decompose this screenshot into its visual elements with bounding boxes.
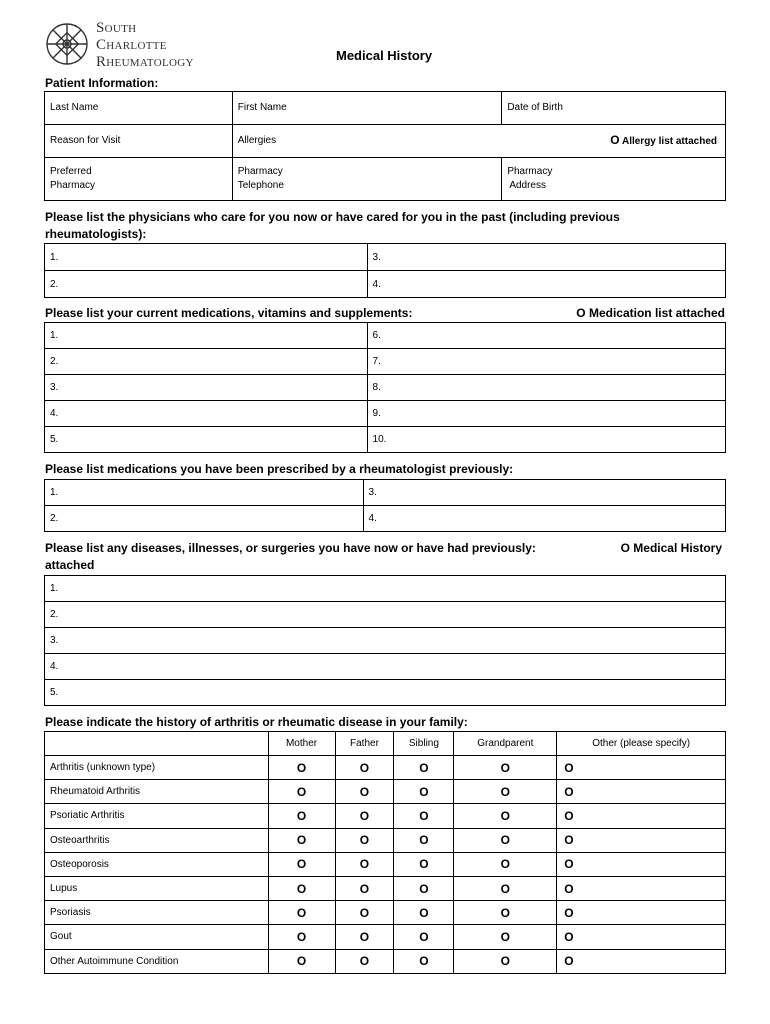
last-name-label: Last Name (50, 102, 99, 113)
radio-sibling-circle-icon[interactable]: O (394, 828, 454, 852)
radio-mother-circle-icon[interactable]: O (268, 925, 335, 949)
radio-mother-circle-icon[interactable]: O (268, 949, 335, 973)
logo-text (96, 20, 194, 71)
rheum-med-field-4[interactable]: 4. (363, 506, 725, 532)
radio-other-circle-icon[interactable]: O (557, 949, 726, 973)
rheum-meds-heading: Please list medications you have been prescribed by a rheumatologist previously: (45, 462, 514, 476)
condition-label: Psoriasis (45, 901, 269, 925)
column-header-other: Other (please specify) (557, 732, 726, 756)
reason-label: Reason for Visit (50, 135, 121, 146)
condition-label: Arthritis (unknown type) (45, 756, 269, 780)
radio-father-circle-icon[interactable]: O (335, 780, 394, 804)
radio-father-circle-icon[interactable]: O (335, 852, 394, 876)
physicians-heading-line-2: rheumatologists): (45, 227, 147, 241)
radio-sibling-circle-icon[interactable]: O (394, 804, 454, 828)
radio-grandparent-circle-icon[interactable]: O (454, 804, 557, 828)
condition-label: Osteoporosis (45, 852, 269, 876)
pharmacy-telephone-label-1: Pharmacy (237, 166, 283, 177)
reason-field[interactable] (45, 125, 233, 158)
physician-field-4[interactable]: 4. (367, 271, 725, 298)
medication-field-8[interactable]: 8. (367, 375, 725, 401)
family-history-row (45, 876, 726, 900)
radio-father-circle-icon[interactable]: O (335, 925, 394, 949)
disease-field-3[interactable]: 3. (45, 628, 726, 654)
medication-field-5[interactable]: 5. (45, 427, 368, 453)
radio-mother-circle-icon[interactable]: O (268, 756, 335, 780)
dob-label: Date of Birth (507, 102, 563, 113)
medication-field-7[interactable]: 7. (367, 349, 725, 375)
first-name-label: First Name (237, 102, 287, 113)
column-header-mother: Mother (268, 732, 335, 756)
disease-field-2[interactable]: 2. (45, 602, 726, 628)
logo-line-1: South (96, 20, 137, 36)
physicians-heading-line-1: Please list the physicians who care for you now or have cared for you in the past (including previous (45, 210, 620, 224)
patient-info-table (44, 91, 726, 201)
allergies-label: Allergies (237, 135, 277, 146)
radio-other-circle-icon[interactable]: O (557, 901, 726, 925)
diseases-heading-line-1: Please list any diseases, illnesses, or surgeries you have now or have had previously: (45, 541, 536, 555)
condition-label: Psoriatic Arthritis (45, 804, 269, 828)
radio-mother-circle-icon[interactable]: O (268, 828, 335, 852)
dob-field[interactable] (502, 92, 726, 125)
family-history-heading: Please indicate the history of arthritis or rheumatic disease in your family: (45, 715, 468, 729)
radio-mother-circle-icon[interactable]: O (268, 876, 335, 900)
column-header-sibling: Sibling (394, 732, 454, 756)
disease-field-1[interactable]: 1. (45, 576, 726, 602)
allergy-attached-checkbox[interactable] (610, 133, 717, 149)
family-history-row (45, 901, 726, 925)
medication-field-4[interactable]: 4. (45, 401, 368, 427)
medical-history-attached-label: Medical History (633, 541, 722, 555)
family-history-row (45, 780, 726, 804)
first-name-field[interactable] (232, 92, 502, 125)
physician-field-2[interactable]: 2. (45, 271, 368, 298)
radio-other-circle-icon[interactable]: O (557, 804, 726, 828)
medications-table (44, 322, 726, 453)
medication-attached-checkbox[interactable] (576, 305, 725, 322)
radio-mother-circle-icon[interactable]: O (268, 780, 335, 804)
radio-grandparent-circle-icon[interactable]: O (454, 949, 557, 973)
diseases-table (44, 575, 726, 706)
rheum-med-field-2[interactable]: 2. (45, 506, 364, 532)
family-history-row (45, 925, 726, 949)
condition-label: Other Autoimmune Condition (45, 949, 269, 973)
family-history-row (45, 756, 726, 780)
family-history-row (45, 804, 726, 828)
radio-father-circle-icon[interactable]: O (335, 901, 394, 925)
logo-emblem-icon (44, 20, 90, 68)
preferred-pharmacy-field[interactable] (45, 158, 233, 201)
condition-column-header (45, 732, 269, 756)
medication-field-6[interactable]: 6. (367, 323, 725, 349)
column-header-grandparent: Grandparent (454, 732, 557, 756)
radio-sibling-circle-icon[interactable]: O (394, 901, 454, 925)
preferred-pharmacy-label-2: Pharmacy (50, 180, 96, 191)
medication-field-9[interactable]: 9. (367, 401, 725, 427)
disease-field-4[interactable]: 4. (45, 654, 726, 680)
rheum-med-field-3[interactable]: 3. (363, 480, 725, 506)
medications-heading: Please list your current medications, vitamins and supplements: (45, 306, 413, 320)
pharmacy-address-field[interactable] (502, 158, 726, 201)
radio-grandparent-circle-icon[interactable]: O (454, 852, 557, 876)
radio-mother-circle-icon[interactable]: O (268, 804, 335, 828)
family-history-row (45, 949, 726, 973)
radio-grandparent-circle-icon[interactable]: O (454, 876, 557, 900)
radio-grandparent-circle-icon[interactable]: O (454, 901, 557, 925)
radio-grandparent-circle-icon[interactable]: O (454, 925, 557, 949)
condition-label: Gout (45, 925, 269, 949)
radio-mother-circle-icon[interactable]: O (268, 901, 335, 925)
condition-label: Rheumatoid Arthritis (45, 780, 269, 804)
document-title: Medical History (336, 48, 433, 63)
family-history-table (44, 731, 726, 974)
radio-other-circle-icon[interactable]: O (557, 828, 726, 852)
rheum-med-field-1[interactable]: 1. (45, 480, 364, 506)
radio-sibling-circle-icon[interactable]: O (394, 876, 454, 900)
medical-history-attached-checkbox[interactable] (621, 540, 722, 557)
medication-attached-circle-icon[interactable]: O (576, 306, 586, 320)
radio-grandparent-circle-icon[interactable]: O (454, 756, 557, 780)
physicians-table (44, 243, 726, 298)
radio-other-circle-icon[interactable]: O (557, 876, 726, 900)
medication-field-2[interactable]: 2. (45, 349, 368, 375)
allergy-attached-label: Allergy list attached (621, 136, 717, 147)
medication-field-3[interactable]: 3. (45, 375, 368, 401)
physician-field-3[interactable]: 3. (367, 244, 725, 271)
patient-info-heading: Patient Information: (45, 76, 159, 90)
family-history-header-row (45, 732, 726, 756)
last-name-field[interactable] (45, 92, 233, 125)
logo-line-2: Charlotte (96, 37, 167, 53)
medication-field-1[interactable]: 1. (45, 323, 368, 349)
family-history-row (45, 852, 726, 876)
radio-father-circle-icon[interactable]: O (335, 804, 394, 828)
practice-logo (44, 20, 214, 72)
radio-mother-circle-icon[interactable]: O (268, 852, 335, 876)
medication-field-10[interactable]: 10. (367, 427, 725, 453)
radio-father-circle-icon[interactable]: O (335, 828, 394, 852)
physician-field-1[interactable]: 1. (45, 244, 368, 271)
radio-other-circle-icon[interactable]: O (557, 780, 726, 804)
radio-father-circle-icon[interactable]: O (335, 876, 394, 900)
logo-line-3: Rheumatology (96, 54, 194, 70)
radio-sibling-circle-icon[interactable]: O (394, 780, 454, 804)
pharmacy-telephone-field[interactable] (232, 158, 502, 201)
pharmacy-telephone-label-2: Telephone (237, 180, 284, 191)
condition-label: Lupus (45, 876, 269, 900)
pharmacy-address-label-2: Address (509, 180, 546, 191)
radio-grandparent-circle-icon[interactable]: O (454, 780, 557, 804)
allergy-attached-circle-icon[interactable]: O (610, 133, 620, 147)
column-header-father: Father (335, 732, 394, 756)
medical-history-attached-circle-icon[interactable]: O (620, 541, 630, 555)
disease-field-5[interactable]: 5. (45, 680, 726, 706)
radio-other-circle-icon[interactable]: O (557, 925, 726, 949)
medication-attached-label: Medication list attached (588, 306, 725, 320)
radio-sibling-circle-icon[interactable]: O (394, 756, 454, 780)
preferred-pharmacy-label-1: Preferred (50, 166, 92, 177)
radio-grandparent-circle-icon[interactable]: O (454, 828, 557, 852)
radio-other-circle-icon[interactable]: O (557, 756, 726, 780)
radio-father-circle-icon[interactable]: O (335, 949, 394, 973)
radio-sibling-circle-icon[interactable]: O (394, 949, 454, 973)
radio-father-circle-icon[interactable]: O (335, 756, 394, 780)
pharmacy-address-label-1: Pharmacy (507, 166, 553, 177)
diseases-heading-line-2: attached (45, 558, 95, 572)
physicians-heading (45, 209, 620, 243)
allergies-field[interactable] (232, 125, 725, 158)
radio-other-circle-icon[interactable]: O (557, 852, 726, 876)
rheum-meds-table (44, 479, 726, 532)
diseases-heading (45, 540, 536, 574)
family-history-row (45, 828, 726, 852)
radio-sibling-circle-icon[interactable]: O (394, 925, 454, 949)
condition-label: Osteoarthritis (45, 828, 269, 852)
radio-sibling-circle-icon[interactable]: O (394, 852, 454, 876)
